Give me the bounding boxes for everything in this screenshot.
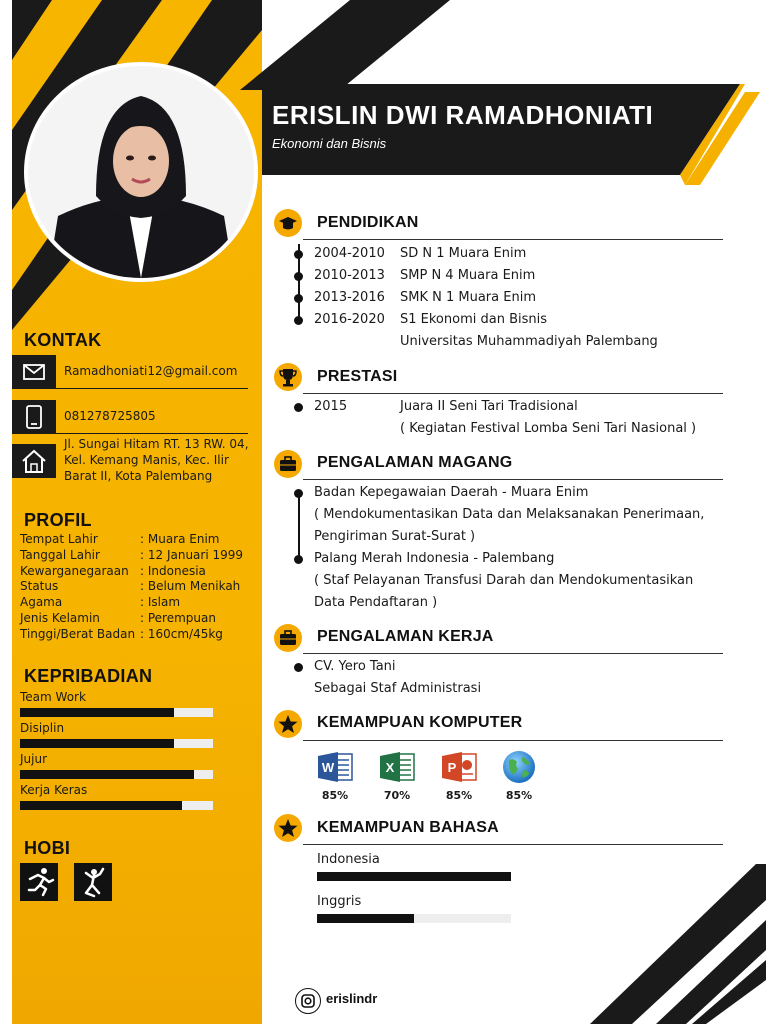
edu-university: Universitas Muhammadiyah Palembang (400, 334, 658, 349)
magang-line: Palang Merah Indonesia - Palembang (314, 551, 555, 566)
phone-icon (12, 400, 56, 434)
profil-value: : Muara Enim (140, 532, 220, 546)
kepribadian-title: KEPRIBADIAN (24, 666, 153, 686)
edu-year: 2010-2013 (314, 268, 385, 283)
dance-icon (74, 863, 112, 901)
trait-bar (20, 739, 213, 748)
word-letter: W (321, 760, 335, 775)
timeline-dot (294, 403, 303, 412)
profil-value: : Indonesia (140, 563, 206, 578)
excel-letter: X (385, 760, 395, 775)
graduation-cap-icon (274, 209, 302, 237)
profil-key: Tanggal Lahir (20, 547, 100, 562)
trait-label: Disiplin (20, 721, 65, 735)
star-icon (274, 710, 302, 738)
magang-line: ( Mendokumentasikan Data dan Melaksanakan Penerimaan, (314, 507, 705, 522)
powerpoint-percent: 85% (445, 789, 473, 802)
instagram-handle: erislindr (326, 991, 378, 1006)
edu-school: SD N 1 Muara Enim (400, 246, 527, 261)
pendidikan-title: PENDIDIKAN (317, 214, 419, 231)
email-text: Ramadhoniati12@gmail.com (64, 364, 238, 378)
magang-line: Data Pendaftaran ) (314, 595, 438, 610)
profil-key: Status (20, 579, 59, 594)
briefcase-icon (274, 450, 302, 478)
prestasi-title: PRESTASI (317, 368, 398, 385)
language-bar (317, 872, 511, 881)
profil-value: : Perempuan (140, 611, 216, 625)
excel-icon (380, 750, 414, 784)
profil-value: : Belum Menikah (140, 579, 241, 594)
prestasi-underline (303, 393, 723, 394)
trait-bar-fill (20, 708, 174, 717)
internet-percent: 85% (505, 789, 533, 802)
timeline-dot (294, 250, 303, 259)
komputer-title: KEMAMPUAN KOMPUTER (317, 714, 523, 731)
trait-bar (20, 801, 213, 810)
trait-bar-fill (20, 770, 194, 779)
profil-row (20, 627, 260, 643)
word-icon (318, 750, 352, 784)
kontak-title: KONTAK (24, 330, 102, 350)
address-text (64, 436, 249, 484)
edu-school: SMK N 1 Muara Enim (400, 290, 536, 305)
trait-bar (20, 708, 213, 717)
trait-bar-fill (20, 739, 174, 748)
magang-line: Badan Kepegawaian Daerah - Muara Enim (314, 485, 589, 500)
language-bar (317, 914, 511, 923)
address-line-3: Barat II, Kota Palembang (64, 469, 213, 483)
footer-decoration (580, 860, 768, 1024)
profil-row (20, 532, 260, 548)
hobi-title: HOBI (24, 838, 71, 858)
trait-bar-fill (20, 801, 182, 810)
phone-text: 081278725805 (64, 409, 156, 423)
magang-underline (303, 479, 723, 480)
profil-title: PROFIL (24, 510, 92, 530)
language-bar-fill (317, 914, 414, 923)
star-icon (274, 814, 302, 842)
profil-row (20, 548, 260, 564)
excel-percent: 70% (383, 789, 411, 802)
magang-line: Pengiriman Surat-Surat ) (314, 529, 476, 544)
phone-underline (56, 433, 248, 434)
magang-timeline (298, 492, 300, 560)
timeline-dot (294, 272, 303, 281)
email-icon (12, 355, 56, 389)
kerja-role: Sebagai Staf Administrasi (314, 681, 482, 696)
briefcase-icon (274, 624, 302, 652)
kerja-company: CV. Yero Tani (314, 659, 396, 674)
edu-year: 2004-2010 (314, 246, 385, 261)
powerpoint-icon (442, 750, 476, 784)
address-line-2: Kel. Kemang Manis, Kec. Ilir (64, 453, 229, 467)
address-line-1: Jl. Sungai Hitam RT. 13 RW. 04, (64, 437, 249, 451)
trophy-icon (274, 363, 302, 391)
profil-row (20, 611, 260, 627)
profil-value: : 160cm/45kg (140, 626, 223, 641)
profil-row (20, 564, 260, 580)
trait-label: Jujur (20, 752, 48, 766)
edu-school: S1 Ekonomi dan Bisnis (400, 312, 548, 327)
running-icon (20, 863, 58, 901)
kerja-underline (303, 653, 723, 654)
magang-title: PENGALAMAN MAGANG (317, 454, 513, 471)
edu-year: 2013-2016 (314, 290, 385, 305)
powerpoint-letter: P (447, 760, 457, 775)
trait-bar (20, 770, 213, 779)
kerja-title: PENGALAMAN KERJA (317, 628, 494, 645)
trait-label: Team Work (20, 690, 86, 704)
profil-key: Kewarganegaraan (20, 563, 129, 578)
bahasa-title: KEMAMPUAN BAHASA (317, 819, 499, 836)
email-underline (56, 388, 248, 389)
prestasi-year: 2015 (314, 399, 348, 414)
profil-key: Jenis Kelamin (20, 611, 100, 625)
timeline-dot (294, 555, 303, 564)
bahasa-underline (303, 844, 723, 845)
timeline-dot (294, 294, 303, 303)
trait-label: Kerja Keras (20, 783, 88, 797)
profil-key: Tempat Lahir (20, 532, 98, 546)
pendidikan-underline (303, 239, 723, 240)
word-percent: 85% (321, 789, 349, 802)
timeline-dot (294, 316, 303, 325)
edu-year: 2016-2020 (314, 312, 385, 327)
name-heading: ERISLIN DWI RAMADHONIATI (272, 100, 654, 130)
job-subtitle: Ekonomi dan Bisnis (272, 136, 387, 151)
prestasi-line-1: Juara II Seni Tari Tradisional (400, 399, 578, 414)
magang-line: ( Staf Pelayanan Transfusi Darah dan Mendokumentasikan (314, 573, 694, 588)
timeline-dot (294, 663, 303, 672)
profil-key: Tinggi/Berat Badan (20, 626, 136, 641)
edu-school: SMP N 4 Muara Enim (400, 268, 536, 283)
language-bar-fill (317, 872, 511, 881)
komputer-underline (303, 740, 723, 741)
language-label: Indonesia (317, 852, 380, 867)
profil-row (20, 579, 260, 595)
instagram-icon (295, 988, 321, 1014)
profil-row (20, 595, 260, 611)
prestasi-line-2: ( Kegiatan Festival Lomba Seni Tari Nasional ) (400, 421, 697, 436)
timeline-dot (294, 489, 303, 498)
internet-globe-icon (502, 750, 536, 784)
profil-value: : Islam (140, 595, 181, 610)
profil-value: : 12 Januari 1999 (140, 547, 244, 562)
home-icon (12, 444, 56, 478)
profil-key: Agama (20, 595, 63, 610)
language-label: Inggris (317, 894, 362, 909)
